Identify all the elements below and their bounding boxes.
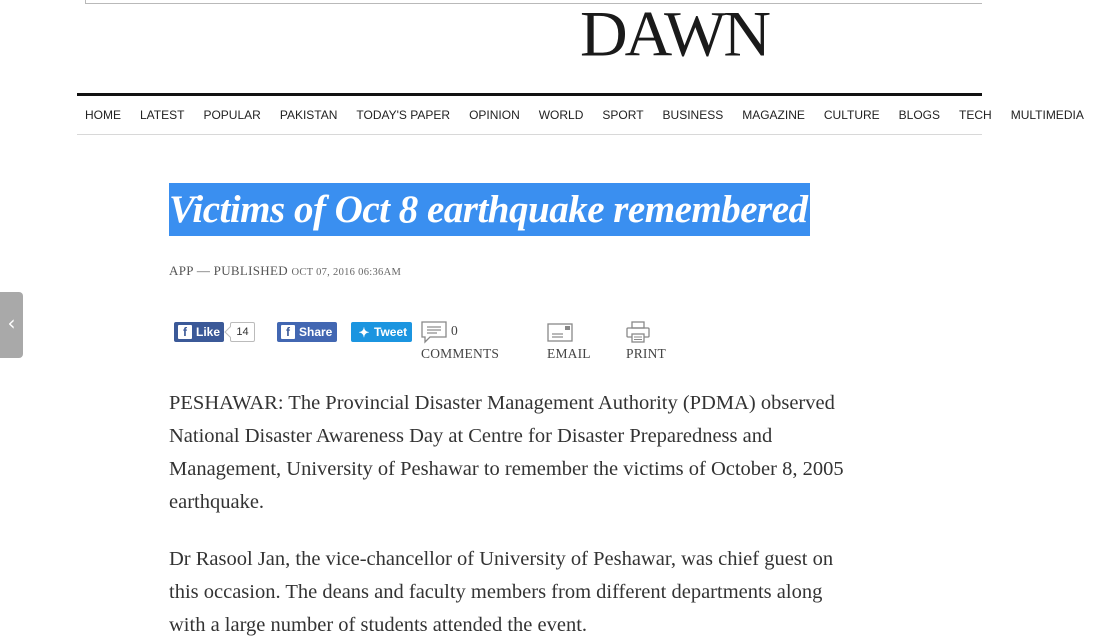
share-label: Share	[299, 325, 333, 339]
tweet-button[interactable]	[351, 322, 412, 342]
previous-article-button[interactable]	[0, 292, 23, 358]
main-nav	[77, 93, 1084, 135]
email-label: EMAIL	[547, 345, 591, 361]
facebook-like-button[interactable]	[174, 322, 224, 342]
facebook-icon: f	[178, 325, 192, 339]
byline-published-label: — PUBLISHED	[193, 263, 292, 278]
article-body-paragraph-1	[169, 387, 859, 519]
article-headline[interactable]: Victims of Oct 8 earthquake remembered	[169, 183, 810, 236]
like-label: Like	[196, 325, 221, 339]
byline-author[interactable]: APP	[169, 263, 194, 278]
article-byline	[169, 263, 401, 279]
tweet-label: Tweet	[374, 325, 408, 339]
print-label: PRINT	[626, 345, 667, 361]
nav-item-sport[interactable]: SPORT	[602, 108, 644, 122]
nav-item-popular[interactable]: POPULAR	[203, 108, 261, 122]
site-logo[interactable]: DAWN	[580, 0, 768, 71]
nav-item-business[interactable]: BUSINESS	[662, 108, 724, 122]
byline-timestamp: OCT 07, 2016 06:36AM	[291, 267, 402, 278]
nav-item-pakistan[interactable]: PAKISTAN	[279, 108, 338, 122]
comments-label: 0 COMMENTS	[421, 323, 500, 361]
nav-item-latest[interactable]: LATEST	[140, 108, 185, 122]
paragraph-text: Dr Rasool Jan, the vice-chancellor of University of Peshawar, was chief guest on this occasion. The deans and faculty members from different departments along with a large number of students attended the event.	[169, 548, 834, 636]
nav-item-tech[interactable]: TECH	[959, 108, 992, 122]
comments-link[interactable]	[421, 320, 499, 365]
twitter-icon: ✦	[358, 325, 370, 340]
like-count: 14	[230, 322, 255, 342]
article-body-paragraph-2	[169, 543, 859, 642]
facebook-icon: f	[281, 325, 295, 339]
facebook-share-button[interactable]	[277, 322, 337, 342]
nav-item-todays-paper[interactable]: TODAY'S PAPER	[356, 108, 451, 122]
nav-item-blogs[interactable]: BLOGS	[898, 108, 941, 122]
email-link[interactable]	[547, 320, 591, 365]
comment-icon	[421, 321, 447, 343]
paragraph-text: PESHAWAR: The Provincial Disaster Management Authority (PDMA) observed National Disaster Awareness Day at Centre for Disaster Preparedness and Management, University of Peshawar to remember the victims of October 8, 2005 earthquake.	[169, 392, 844, 513]
nav-item-opinion[interactable]: OPINION	[469, 108, 520, 122]
headline-container	[169, 183, 810, 236]
nav-item-magazine[interactable]: MAGAZINE	[742, 108, 805, 122]
nav-item-home[interactable]: HOME	[85, 108, 121, 122]
nav-item-world[interactable]: WORLD	[538, 108, 584, 122]
chevron-left-icon: ‹	[7, 311, 16, 335]
nav-item-culture[interactable]: CULTURE	[823, 108, 880, 122]
email-icon	[547, 321, 573, 343]
browser-top-edge	[85, 0, 982, 4]
print-link[interactable]	[626, 320, 666, 365]
print-icon	[626, 321, 650, 343]
nav-item-multimedia[interactable]: MULTIMEDIA	[1010, 108, 1084, 122]
